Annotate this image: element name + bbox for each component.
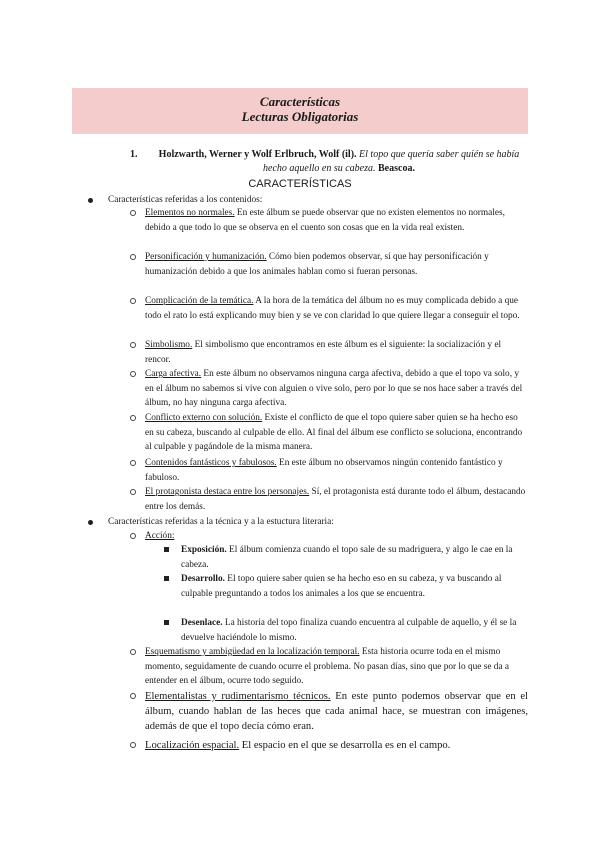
circle-bullet-icon xyxy=(130,342,136,348)
item-term: El protagonista destaca entre los personajes. xyxy=(145,487,310,497)
circle-bullet-icon xyxy=(130,533,136,539)
item-text: La historia del topo finaliza cuando encuentra al culpable de aquello, y él se la devuelve haciéndole lo mismo. xyxy=(181,618,517,643)
sub-list-item xyxy=(181,572,528,601)
item-term: Simbolismo. xyxy=(145,340,193,350)
item-text: El espacio en el que se desarrolla es en el campo. xyxy=(239,740,451,751)
item-text: Sí, el protagonista está durante todo el álbum, destacando entre los demás. xyxy=(145,487,526,512)
group-2-label: Características referidas a la técnica y a la estuctura literaria: xyxy=(108,516,528,529)
sub-list-item xyxy=(181,543,528,572)
circle-bullet-icon xyxy=(130,742,136,748)
list-item xyxy=(145,338,528,367)
item-text: El topo quiere saber quien se ha hecho eso en su cabeza, y va buscando al culpable preguntando a todos los animales a los que se encuentra. xyxy=(181,574,502,599)
circle-bullet-icon xyxy=(130,460,136,466)
list-item xyxy=(145,689,528,734)
item-term: Complicación de la temática. xyxy=(145,296,254,306)
item-term: Elementalistas y rudimentarismo técnicos. xyxy=(145,691,331,702)
item-text: El álbum comienza cuando el topo sale de su madriguera, y algo le cae en la cabeza. xyxy=(181,545,513,570)
item-term: Localización espacial. xyxy=(145,740,240,751)
item-text: En este álbum no observamos ningún contenido fantástico y fabuloso. xyxy=(145,458,503,483)
circle-bullet-icon xyxy=(130,371,136,377)
accion-item xyxy=(145,529,528,544)
item-text: Esta historia ocurre toda en el mismo momento, seguidamente de cuando ocurre el problema. No pasan días, sino que por lo que se da a entender en el álbum, ocurre todo seguido. xyxy=(145,647,510,686)
entry-number: 1. xyxy=(130,149,138,160)
list-item xyxy=(145,206,528,235)
circle-bullet-icon xyxy=(130,415,136,421)
bullet-dot-icon xyxy=(88,520,93,525)
circle-bullet-icon xyxy=(130,489,136,495)
list-item xyxy=(145,367,528,411)
list-item xyxy=(145,738,528,753)
entry-publisher: Beascoa. xyxy=(378,163,415,174)
square-bullet-icon xyxy=(164,620,169,625)
circle-bullet-icon xyxy=(130,693,136,699)
list-item xyxy=(145,294,528,323)
item-text: A la hora de la temática del álbum no es muy complicada debido a que todo el rato lo está explicando muy bien y se ve con claridad lo que quiere llegar a conseguir el topo. xyxy=(145,296,520,321)
item-term: Desenlace. xyxy=(181,618,223,628)
bullet-dot-icon xyxy=(88,198,93,203)
item-text: Existe el conflicto de que el topo quiere saber quien se ha hecho eso en su cabeza, buscando al culpable de ello. Al final del álbum ese conflicto se soluciona, encontrando al culpable y pagándole de la misma manera. xyxy=(145,413,523,452)
item-text: En este álbum no observamos ninguna carga afectiva, debido a que el topo va solo, y en el álbum no sabemos si vive con alguien o vive solo, pero por lo que se nos hace saber a través del álbum, no hay ninguna carga afectiva. xyxy=(145,369,523,408)
title-line-2: Lecturas Obligatorias xyxy=(241,109,359,124)
accion-label: Acción: xyxy=(145,531,175,541)
sub-list-item xyxy=(181,616,528,645)
item-text: En este álbum se puede observar que no existen elementos no normales, debido a que todo lo que se observa en el cuento son cosas que en la vida real existen. xyxy=(145,208,505,233)
item-term: Personificación y humanización. xyxy=(145,252,267,262)
item-term: Contenidos fantásticos y fabulosos. xyxy=(145,458,277,468)
item-term: Desarrollo. xyxy=(181,574,225,584)
list-item xyxy=(145,485,528,514)
item-text: Cómo bien podemos observar, sí que hay personificación y humanización debido a que los animales hablan como si fueran personas. xyxy=(145,252,489,277)
group-1-label: Características referidas a los contenidos: xyxy=(108,194,528,207)
entry-book-title: El topo que quería saber quién se había hecho aquello en su cabeza. xyxy=(263,149,520,174)
item-term: Exposición. xyxy=(181,545,227,555)
list-item xyxy=(145,411,528,455)
list-item xyxy=(145,250,528,279)
title-line-1: Características xyxy=(259,94,341,109)
circle-bullet-icon xyxy=(130,298,136,304)
item-term: Carga afectiva. xyxy=(145,369,202,379)
entry-citation xyxy=(148,148,530,176)
entry-authors: Holzwarth, Werner y Wolf Erlbruch, Wolf (il). xyxy=(158,149,357,160)
square-bullet-icon xyxy=(164,576,169,581)
item-text: El simbolismo que encontramos en este álbum es el siguiente: la socialización y el rencor. xyxy=(145,340,502,365)
square-bullet-icon xyxy=(164,547,169,552)
item-term: Esquematismo y ambigüedad en la localización temporal. xyxy=(145,647,360,657)
circle-bullet-icon xyxy=(130,649,136,655)
list-item xyxy=(145,456,528,485)
list-item xyxy=(145,645,528,689)
circle-bullet-icon xyxy=(130,210,136,216)
reading-entry xyxy=(130,148,530,176)
title-band xyxy=(72,88,528,134)
item-term: Conflicto externo con solución. xyxy=(145,413,263,423)
item-text: En este punto podemos observar que en el álbum, cuando hablan de las heces que cada animal hace, se muestran con imágenes, además de que el topo decía cómo eran. xyxy=(145,691,528,732)
item-term: Elementos no normales. xyxy=(145,208,235,218)
section-heading: CARACTERÍSTICAS xyxy=(248,178,352,190)
circle-bullet-icon xyxy=(130,254,136,260)
